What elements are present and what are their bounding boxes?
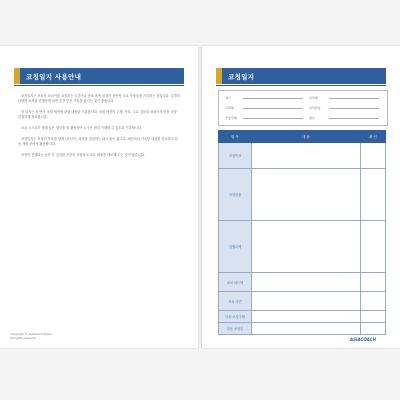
row-label: 코치 피드백 [219,273,252,292]
table-row [219,292,386,311]
session-info-box [218,90,388,126]
check-cell[interactable] [361,169,386,221]
field-label: 횟수 [309,116,315,120]
row-label: 다음 코칭일 [219,323,252,335]
footer-line: Copyright © AsiaCoach Korea [10,332,52,336]
session-count-input[interactable] [329,118,379,119]
field-label: 코치번호 [309,106,321,110]
field-label: 코치명 [309,96,318,100]
row-label: 코치 의견 [219,292,252,311]
column-header: 항 목 [219,131,252,143]
column-header: 확 인 [361,131,386,143]
table-row [219,221,386,273]
title-underline [216,85,386,86]
row-label: 다음 코칭주제 [219,311,252,323]
info-row [219,104,387,112]
usage-guide-text [18,94,180,164]
table-row [219,311,386,323]
guide-paragraph: 코칭일지는 코치가 코치이를 코칭하는 도중이나 종료 후에 코칭의 전반적 주요 사항들을 기록하는 것입니다. 특별히 다양한 코칭을 진행하게 되면 중간 중간 기록을 남기는 것이 좋습니다. [18,94,180,103]
table-header-row [219,131,386,143]
table-row [219,273,386,292]
content-cell[interactable] [252,221,361,273]
coach-name-input[interactable] [329,98,379,99]
column-header: 내 용 [252,131,361,143]
info-row [219,114,387,122]
table-row [219,169,386,221]
row-label: 실행과제 [219,221,252,273]
right-page-title: 코칭일지 [228,72,255,81]
content-cell[interactable] [252,143,361,169]
content-cell[interactable] [252,292,361,311]
field-label: 일시 [225,96,231,100]
right-title-bar [216,68,386,84]
check-cell[interactable] [361,221,386,273]
date-input[interactable] [243,98,303,99]
guide-paragraph: 코칭일지는 코칭의 목표를 향해 나아가는 과정을 점검하는 데 도움이 됩니다. 세션마다 기록한 내용을 검토하고 다음 세션 준비에 활용합니다. [18,137,178,146]
copyright-footer [10,332,52,340]
guide-paragraph: 코치 스스로가 정해 놓은 형식을 잘 활용하여 누구든 편히 이해할 수 있도록 기록합니다. [21,126,142,130]
check-cell[interactable] [361,143,386,169]
coach-number-input[interactable] [329,108,379,109]
row-label: 코칭목표 [219,143,252,169]
content-cell[interactable] [252,273,361,292]
content-cell[interactable] [252,311,361,323]
row-label: 코칭내용 [219,169,252,221]
info-row [219,94,387,102]
coaching-topic-input[interactable] [243,118,303,119]
check-cell[interactable] [361,292,386,311]
content-cell[interactable] [252,323,361,335]
field-label: 고객명 [225,106,234,110]
table-row [219,323,386,335]
guide-paragraph: 한 일지는 한 번의 코칭 세션에 관한 내용을 기록합니다. 코칭 세션의 주제, 목표, 주요 질문과 코치이의 반응 등을 간결하게 정리합니다. [18,110,177,119]
footer-line: All rights reserved. [10,336,37,340]
left-page [0,46,198,348]
client-name-input[interactable] [243,108,303,109]
left-page-title: 코칭일지 사용안내 [26,72,82,81]
brand-logo: ASIACOACH [350,337,377,342]
coaching-log-table [218,130,386,335]
left-title-bar [14,68,184,84]
content-cell[interactable] [252,169,361,221]
check-cell[interactable] [361,311,386,323]
table-row [219,143,386,169]
field-label: 코칭주제 [225,116,237,120]
right-page [202,46,400,348]
title-underline [14,85,184,86]
check-cell[interactable] [361,273,386,292]
guide-paragraph: 코칭이 진행되는 동안 본 일지를 꾸준히 작성하고 주요 내용을 메모해 두는 것이 좋습니다. [21,153,146,157]
check-cell[interactable] [361,323,386,335]
